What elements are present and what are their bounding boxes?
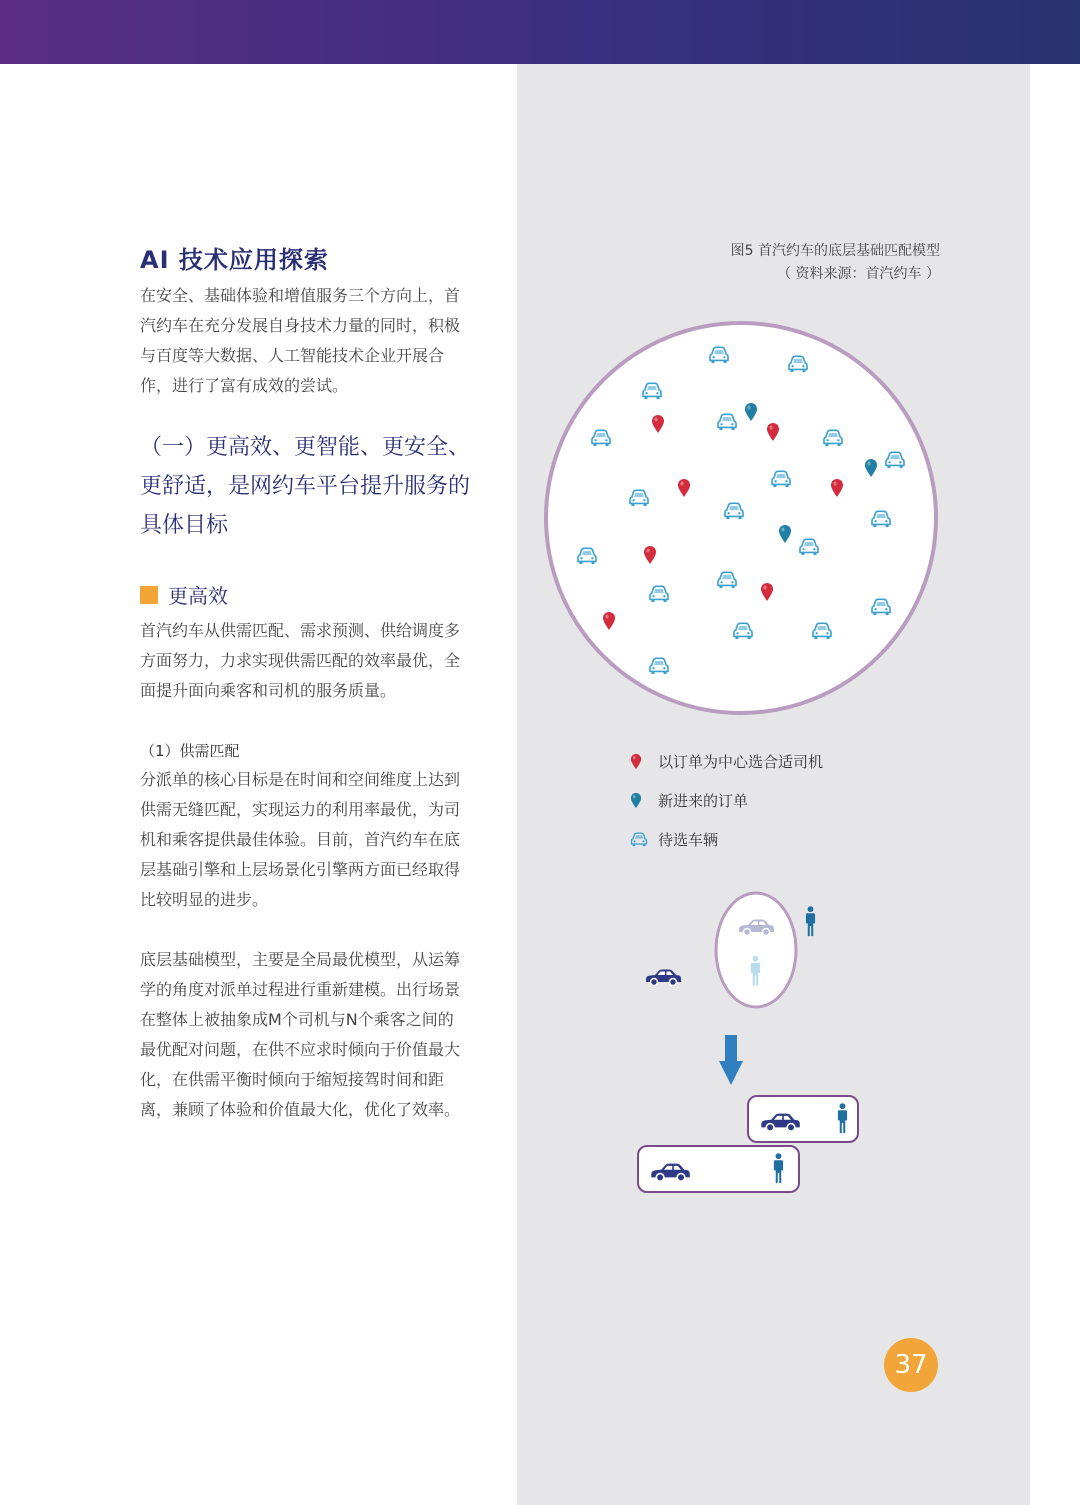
paragraph-line: 化，在供需平衡时倾向于缩短接驾时间和距 xyxy=(140,1070,445,1089)
blue-pin-icon xyxy=(630,792,642,809)
orange-square-icon xyxy=(140,586,158,604)
figure-caption-title: 图5 首汽约车的底层基础匹配模型 xyxy=(730,243,940,259)
efficiency-body xyxy=(140,616,490,706)
paragraph-line: 供需无缝匹配，实现运力的利用率最优，为司 xyxy=(140,800,461,819)
matching-diagram xyxy=(542,318,942,718)
red-pin-icon xyxy=(630,753,642,770)
legend-item xyxy=(630,829,718,850)
matching-heading: （1）供需匹配 xyxy=(140,742,240,760)
car-icon xyxy=(630,832,648,847)
page-number: 37 xyxy=(884,1338,938,1392)
top-band xyxy=(0,0,1080,64)
person-icon xyxy=(806,906,815,936)
matching-body-2 xyxy=(140,945,490,1125)
paragraph-line: 比较明显的进步。 xyxy=(140,890,269,909)
paragraph-line: 学的角度对派单过程进行重新建模。出行场景 xyxy=(140,980,461,999)
paragraph-line: 分派单的核心目标是在时间和空间维度上达到 xyxy=(140,770,461,789)
paragraph-line: 与百度等大数据、人工智能技术企业开展合 xyxy=(140,346,445,365)
paragraph-line: 方面努力，力求实现供需匹配的效率最优，全 xyxy=(140,651,461,670)
paragraph-line: 作，进行了富有成效的尝试。 xyxy=(140,376,349,395)
candidate-oval xyxy=(716,893,796,1007)
paragraph-line: 汽约车在充分发展自身技术力量的同时，积极 xyxy=(140,316,461,335)
figure-caption xyxy=(731,240,940,286)
paragraph-line: 机和乘客提供最佳体验。目前，首汽约车在底 xyxy=(140,830,461,849)
paragraph-line: 层基础引擎和上层场景化引擎两方面已经取得 xyxy=(140,860,461,879)
paragraph-line: 离，兼顾了体验和价值最大化，优化了效率。 xyxy=(140,1100,461,1119)
paragraph-line: 在安全、基础体验和增值服务三个方向上，首 xyxy=(140,286,461,305)
matching-body xyxy=(140,765,490,915)
figure-caption-source: （ 资料来源：首汽约车 ） xyxy=(777,266,940,282)
efficiency-title: 更高效 xyxy=(168,584,228,608)
paragraph-line: 底层基础模型，主要是全局最优模型，从运筹 xyxy=(140,950,461,969)
efficiency-heading xyxy=(140,580,490,609)
pairing-illustration xyxy=(630,890,870,1200)
section-intro xyxy=(140,281,490,401)
subsection-title-line: （一）更高效、更智能、更安全、 xyxy=(140,435,471,460)
legend-label: 新进来的订单 xyxy=(658,792,749,810)
legend-item xyxy=(630,790,748,811)
paragraph-line: 最优配对问题，在供不应求时倾向于价值最大 xyxy=(140,1040,461,1059)
subsection-title-line: 更舒适，是网约车平台提升服务的 xyxy=(140,474,471,499)
arrow-down-icon xyxy=(719,1035,743,1085)
legend-label: 待选车辆 xyxy=(658,831,719,849)
paragraph-line: 在整体上被抽象成M个司机与N个乘客之间的 xyxy=(140,1010,454,1029)
paragraph-line: 面提升面向乘客和司机的服务质量。 xyxy=(140,681,397,700)
subsection-title-line: 具体目标 xyxy=(140,513,229,538)
legend-label: 以订单为中心选合适司机 xyxy=(658,753,824,771)
paragraph-line: 首汽约车从供需匹配、需求预测、供给调度多 xyxy=(140,621,461,640)
car-icon xyxy=(646,970,681,986)
section-title: AI 技术应用探索 xyxy=(140,246,329,274)
legend-item xyxy=(630,751,823,772)
subsection-title xyxy=(140,428,500,545)
